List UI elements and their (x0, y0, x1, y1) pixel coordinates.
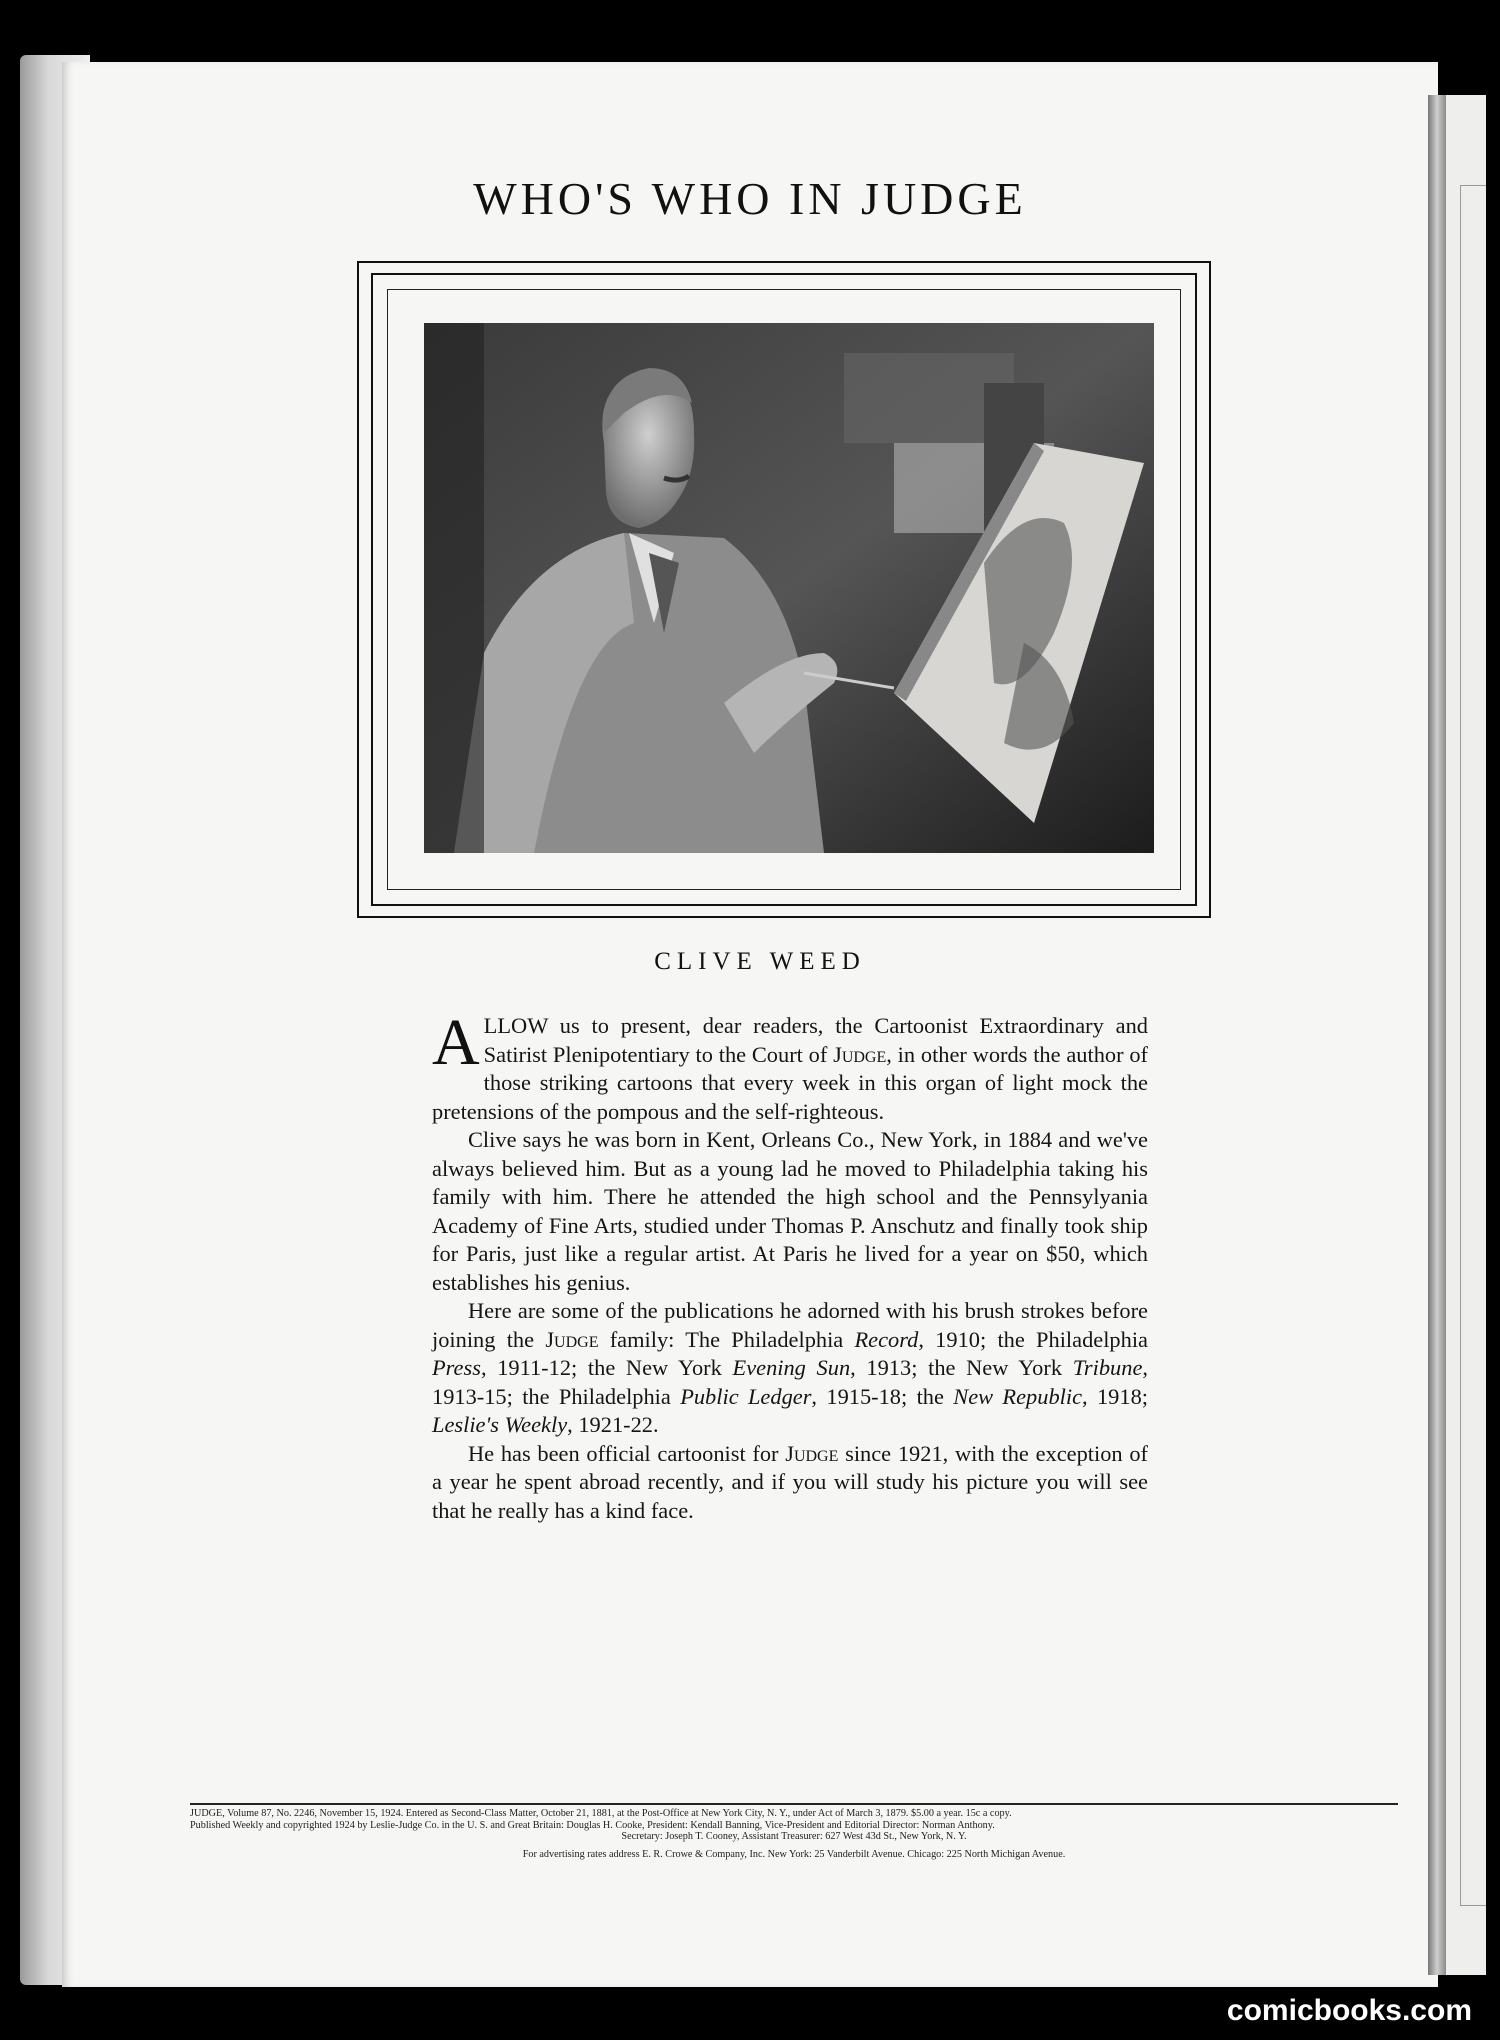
footer-line-1: JUDGE, Volume 87, No. 2246, November 15, 1924. Entered as Second-Class Matter, October 21, 1881, at the Post-Office at New York City, N. Y., under Act of March 3, 1879. $5.00 a year. 15c a copy. (190, 1808, 1012, 1819)
site-watermark: comicbooks.com (1226, 1994, 1472, 2027)
subject-name: CLIVE WEED (654, 948, 866, 975)
paragraph-4: He has been official cartoonist for Judge since 1921, with the exception of a year he spent abroad recently, and if you will study his picture you will see that he really has a kind face. (432, 1440, 1148, 1523)
paragraph-2: Clive says he was born in Kent, Orleans Co., New York, in 1884 and we've always believed him. But as a young lad he moved to Philadelphia taking his family with him. There he attended the high school and the Pennsylyania Academy of Fine Arts, studied under Thomas P. Anschutz and finally took ship for Paris, just like a regular artist. At Paris he lived for a year on $50, which establishes his genius. (432, 1127, 1148, 1295)
footer-line-4: For advertising rates address E. R. Crowe & Company, Inc. New York: 25 Vanderbilt Avenue. Chicago: 225 North Michigan Avenue. (522, 1848, 1066, 1860)
footer-line-2: Published Weekly and copyrighted 1924 by Leslie-Judge Co. in the U. S. and Great Britain: Douglas H. Cooke, President: Kendall Banning, Vice-President and Editorial Director: Norman Anthony. (190, 1819, 995, 1831)
publication-footer (190, 1808, 1398, 1860)
footer-rule (190, 1803, 1398, 1805)
article-body (432, 1006, 1148, 1525)
paragraph-3: Here are some of the publications he adorned with his brush strokes before joining the Judge family: The Philadelphia Record, 1910; the Philadelphia Press, 1911-12; the New York Evening Sun, 1913; the New York Tribune, 1913-15; the Philadelphia Public Ledger, 1915-18; the New Republic, 1918; Leslie's Weekly, 1921-22. (432, 1298, 1148, 1437)
paragraph-1: ALLOW us to present, dear readers, the Cartoonist Extraordinary and Satirist Plenipotentiary to the Court of Judge, in other words the author of those striking cartoons that every week in this organ of light mock the pretensions of the pompous and the self-righteous. (432, 1006, 1148, 1124)
drop-cap: A (432, 1006, 480, 1079)
portrait-photo (424, 323, 1154, 853)
page-title: WHO'S WHO IN JUDGE (473, 173, 1027, 224)
footer-line-3: Secretary: Joseph T. Cooney, Assistant Treasurer: 627 West 43d St., New York, N. Y. (621, 1831, 967, 1843)
page-gutter (1428, 95, 1446, 1975)
next-page-edge (1446, 95, 1486, 1975)
